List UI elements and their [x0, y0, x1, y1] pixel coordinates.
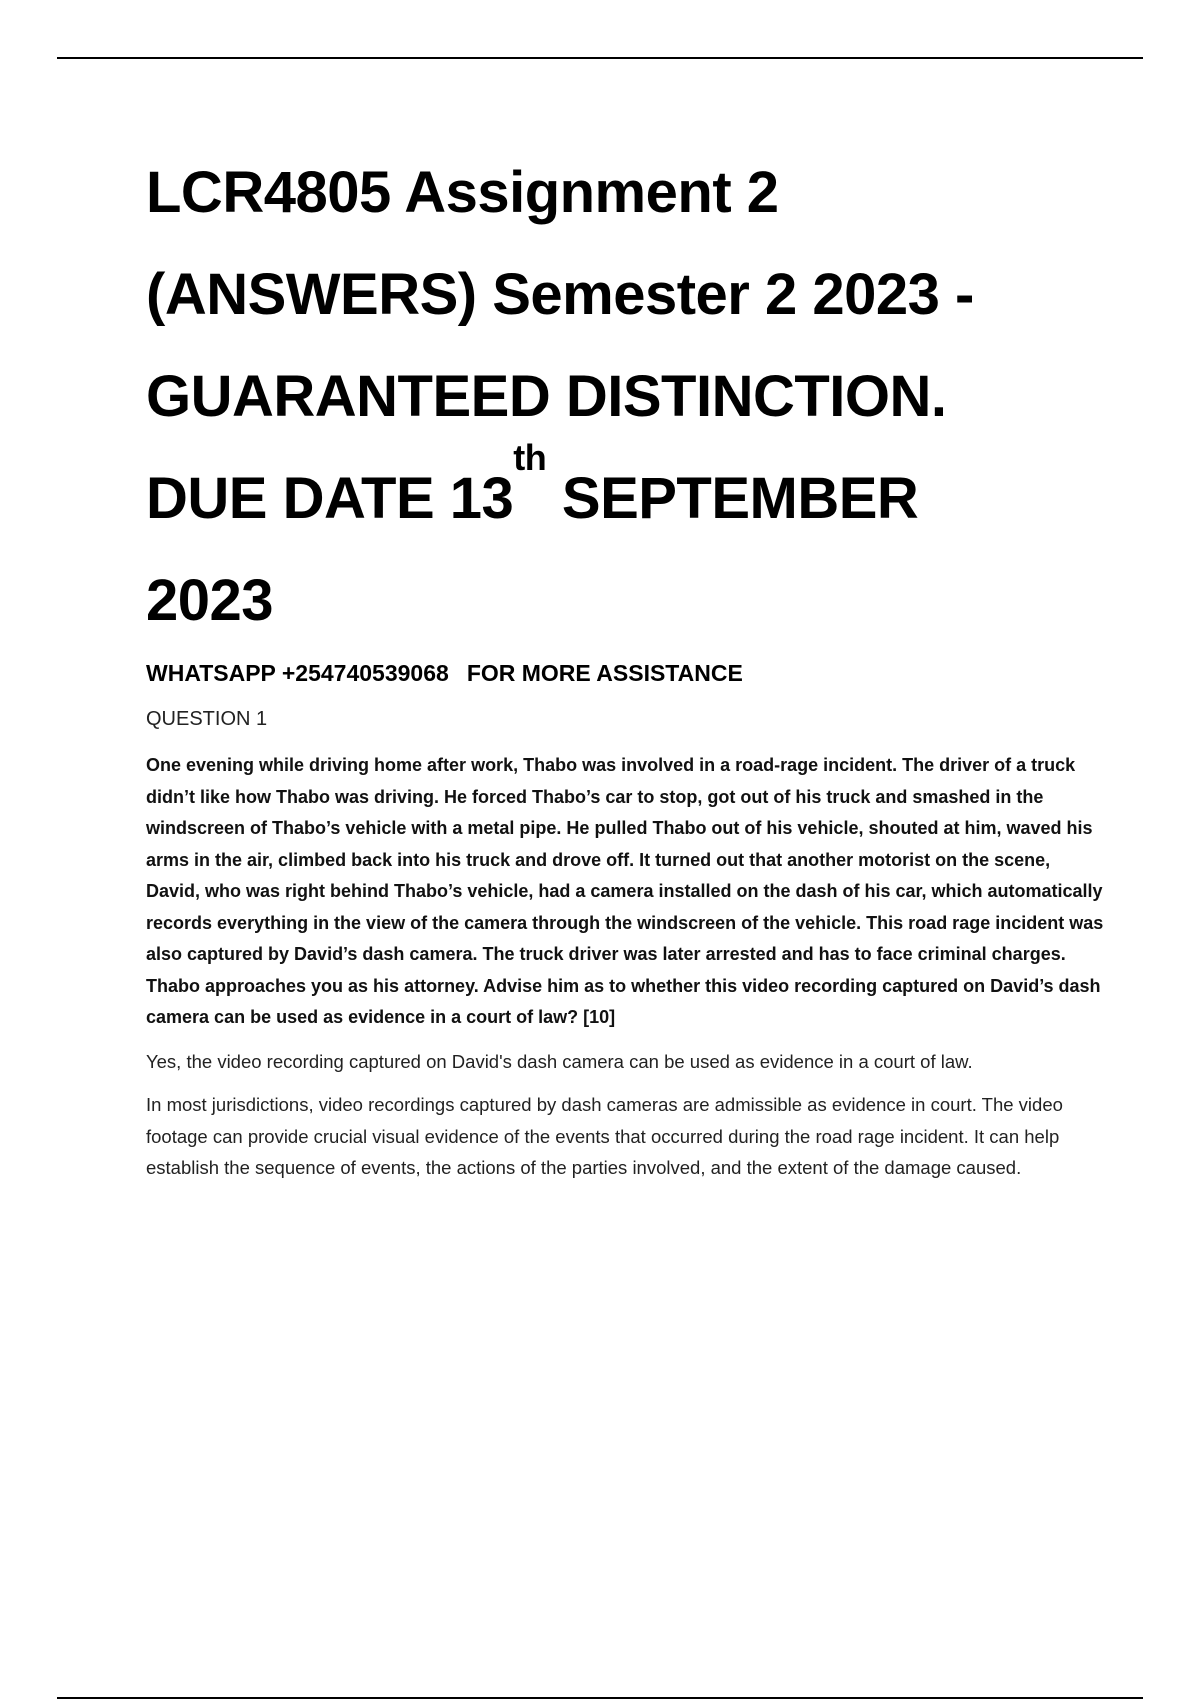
whatsapp-number: WHATSAPP +254740539068 [146, 660, 449, 686]
document-title [146, 142, 1106, 652]
question-label: QUESTION 1 [146, 708, 268, 730]
top-rule [57, 57, 1143, 59]
bottom-rule [57, 1697, 1143, 1699]
title-line: (ANSWERS) Semester 2 2023 - [146, 262, 974, 327]
due-date-superscript: th [513, 437, 547, 478]
title-line: LCR4805 Assignment 2 [146, 160, 779, 225]
answer-paragraph: Yes, the video recording captured on David's dash camera can be used as evidence in a court of law. [146, 1050, 973, 1072]
due-date-year: 2023 [146, 568, 274, 633]
assistance-text: FOR MORE ASSISTANCE [466, 660, 743, 686]
due-date-prefix: DUE DATE 13 [146, 466, 514, 531]
due-date-line [146, 437, 1106, 550]
question-text: One evening while driving home after work, Thabo was involved in a road-rage incident. The driver of a truck didn’t like how Thabo was driving. He forced Thabo’s car to stop, got out of his truck and smashed in the windscreen of Thabo’s vehicle with a metal pipe. He pulled Thabo out of his vehicle, shouted at him, waved his arms in the air, climbed back into his truck and drove off. It turned out that another motorist on the scene, David, who was right behind Thabo’s vehicle, had a camera installed on the dash of his car, which automatically records everything in the view of the camera through the windscreen of the vehicle. This road rage incident was also captured by David’s dash camera. The truck driver was later arrested and has to face criminal charges. Thabo approaches you as his attorney. Advise him as to whether this video recording captured on David’s dash camera can be used as evidence in a court of law? [10] [146, 755, 1104, 1027]
title-line: GUARANTEED DISTINCTION. [146, 364, 947, 429]
document-content [146, 142, 1106, 1184]
contact-line [146, 658, 1106, 688]
due-date-suffix: SEPTEMBER [546, 466, 919, 531]
answer-paragraph: In most jurisdictions, video recordings captured by dash cameras are admissible as evidence in court. The video footage can provide crucial visual evidence of the events that occurred during the road rage incident. It can help establish the sequence of events, the actions of the parties involved, and the extent of the damage caused. [146, 1094, 1063, 1178]
